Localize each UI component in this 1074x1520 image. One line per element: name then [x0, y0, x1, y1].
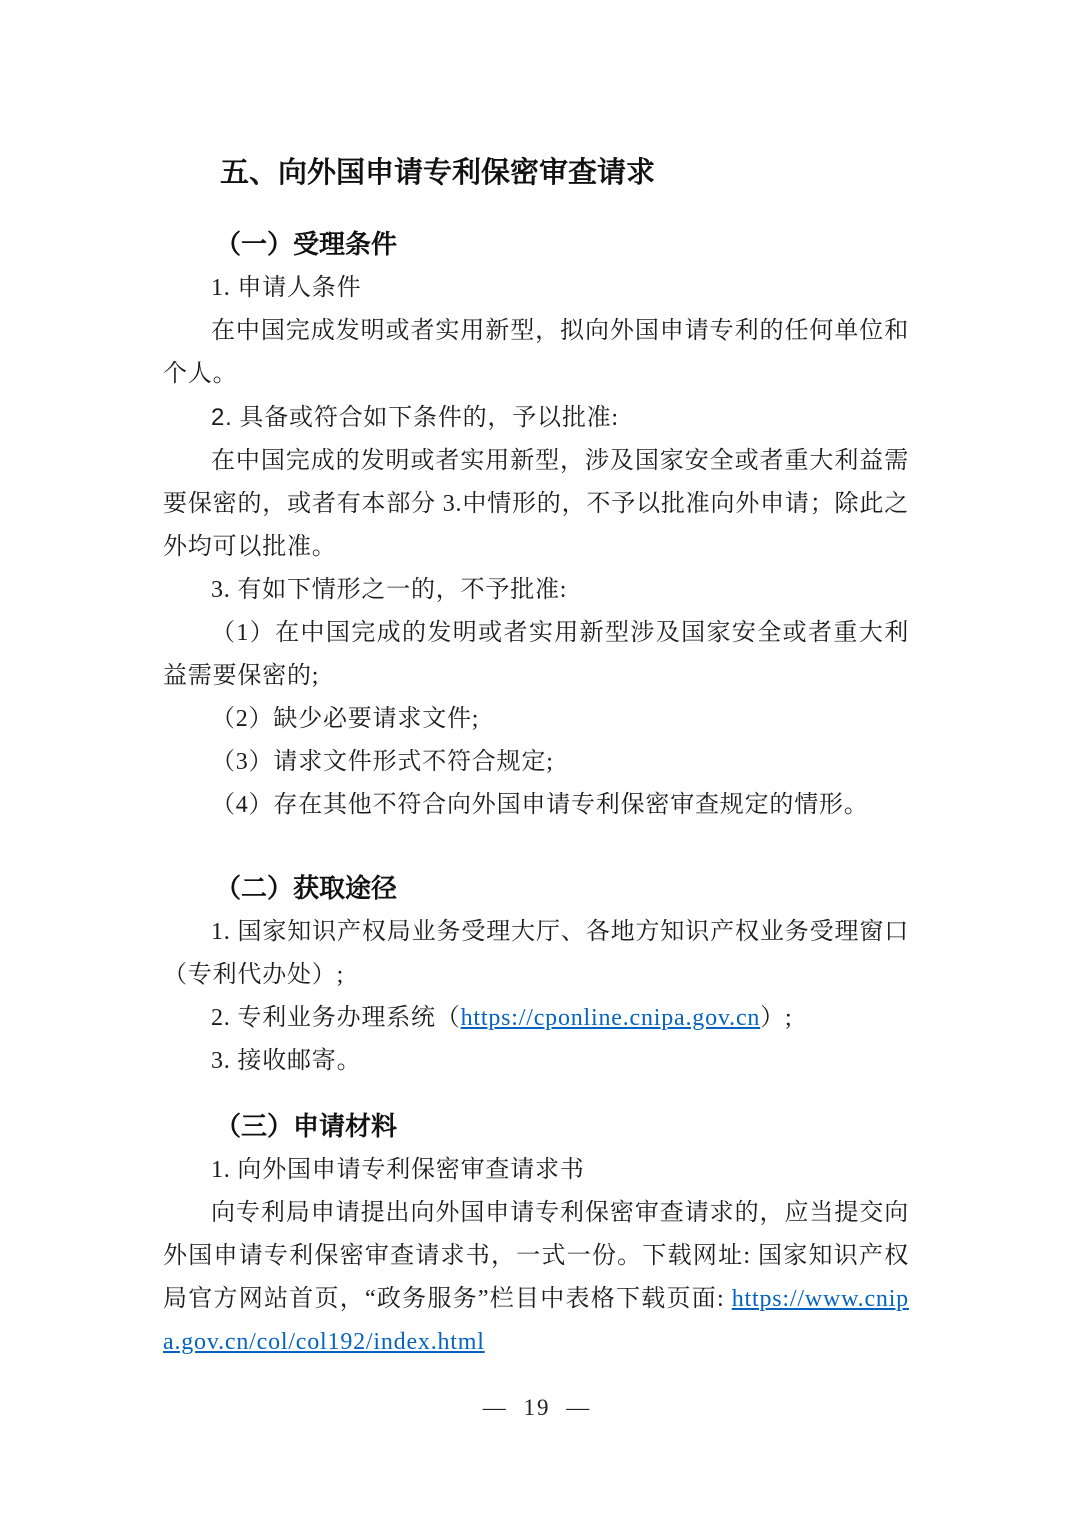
paragraph-rejection-case-1: （1）在中国完成的发明或者实用新型涉及国家安全或者重大利益需要保密的;	[163, 620, 909, 689]
section-heading-acceptance-conditions: （一）受理条件	[215, 230, 398, 259]
channel-2-suffix: ）;	[760, 1005, 793, 1031]
paragraph-rejection-case-3: （3）请求文件形式不符合规定;	[211, 749, 554, 775]
paragraph-material-1-body	[163, 1192, 909, 1364]
paragraph-approval-conditions-body: 在中国完成的发明或者实用新型，涉及国家安全或者重大利益需要保密的，或者有本部分 3.中情形的，不予以批准向外申请；除此之外均可以批准。	[163, 448, 909, 560]
page-title: 五、向外国申请专利保密审查请求	[220, 157, 656, 189]
paragraph-applicant-condition-title: 1. 申请人条件	[211, 275, 362, 301]
channel-2-text: 2. 专利业务办理系统（	[211, 1005, 461, 1031]
paragraph-channel-2	[163, 997, 909, 1040]
paragraph-rejection-conditions-title: 3. 有如下情形之一的，不予批准:	[211, 577, 568, 603]
paragraph-channel-3: 3. 接收邮寄。	[211, 1048, 362, 1074]
paragraph-material-1-title: 1. 向外国申请专利保密审查请求书	[211, 1157, 585, 1183]
section-heading-obtaining-channels: （二）获取途径	[215, 874, 398, 903]
paragraph-rejection-case-2: （2）缺少必要请求文件;	[211, 706, 480, 732]
paragraph-approval-conditions-title	[163, 396, 909, 440]
paragraph-applicant-condition-body: 在中国完成发明或者实用新型，拟向外国申请专利的任何单位和个人。	[163, 318, 909, 387]
page-number: — 19 —	[482, 1395, 592, 1420]
item-number: 2.	[211, 404, 233, 431]
material-1-text: 向专利局申请提出向外国申请专利保密审查请求的，应当提交向外国申请专利保密审查请求书，一式一份。下载网址: 国家知识产权局官方网站首页，“政务服务”栏目中表格下载页面:	[163, 1200, 909, 1312]
document-content	[163, 152, 909, 1364]
paragraph-channel-1: 1. 国家知识产权局业务受理大厅、各地方知识产权业务受理窗口（专利代办处）;	[163, 919, 909, 988]
item-text: 具备或符合如下条件的，予以批准:	[232, 405, 619, 431]
paragraph-rejection-case-4: （4）存在其他不符合向外国申请专利保密审查规定的情形。	[211, 792, 869, 818]
cnipa-download-link[interactable]: https://www.cnipa.gov.cn/col/col192/index.html	[163, 1286, 909, 1355]
cponline-link[interactable]: https://cponline.cnipa.gov.cn	[460, 1005, 761, 1031]
section-heading-application-materials: （三）申请材料	[215, 1112, 398, 1141]
